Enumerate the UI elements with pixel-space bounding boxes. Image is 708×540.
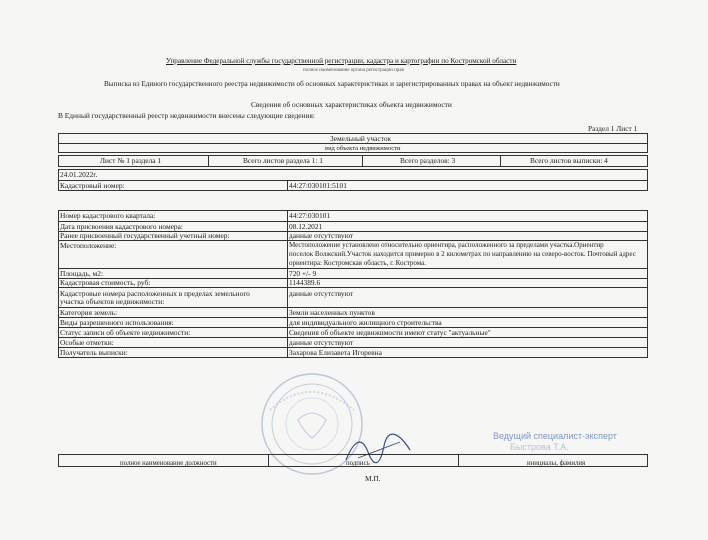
extract-date: 24.01.2022г. bbox=[60, 170, 98, 179]
row-value: 44:27:030101 bbox=[289, 211, 331, 220]
name-caption: инициалы, фамилия bbox=[527, 460, 586, 467]
row-value: данные отсутствуют bbox=[289, 231, 354, 240]
row-label: Статус записи об объекте недвижимости: bbox=[60, 328, 191, 337]
total-sheets-extract: Всего листов выписки: 4 bbox=[530, 156, 608, 165]
row-label: Получатель выписки: bbox=[60, 348, 128, 357]
cadastral-label: Кадастровый номер: bbox=[60, 181, 125, 190]
total-sheets-section: Всего листов раздела 1: 1 bbox=[243, 156, 323, 165]
object-type: Земельный участок bbox=[330, 134, 392, 143]
stamp-name: Быстрова Т.А. bbox=[510, 442, 569, 452]
row-value: Захарова Елизавета Игоревна bbox=[289, 348, 382, 357]
row-value: Земли населенных пунктов bbox=[289, 308, 375, 317]
intro-text: В Единый государственный реестр недвижимости внесены следующие сведения: bbox=[58, 111, 315, 120]
object-type-caption: вид объекта недвижимости bbox=[325, 145, 401, 152]
row-value: 08.12.2021 bbox=[289, 222, 323, 231]
row-value: 720 +/- 9 bbox=[289, 269, 317, 278]
sign-caption: подпись bbox=[346, 460, 370, 467]
mp-label: М.П. bbox=[365, 474, 381, 483]
row-value: Сведения об объекте недвижимости имеют статус "актуальные" bbox=[289, 328, 491, 337]
position-caption: полное наименование должности bbox=[120, 460, 217, 467]
row-label: участка объектов недвижимости: bbox=[60, 297, 165, 306]
stamp-title: Ведущий специалист-эксперт bbox=[493, 431, 617, 441]
row-value: ориентира: Костромская область, г. Кострома. bbox=[289, 259, 427, 267]
row-label: Категория земель: bbox=[60, 308, 118, 317]
row-label: Кадастровые номера расположенных в пределах земельного bbox=[60, 289, 250, 298]
row-value: для индивидуального жилищного строительства bbox=[289, 318, 442, 327]
row-value: поселок Волжский.Участок находится примерно в 2 километрах по направлению на северо-восток. Почтовый адрес bbox=[289, 250, 636, 258]
sheet-number: Лист № 1 раздела 1 bbox=[100, 156, 162, 165]
row-label: Местоположение: bbox=[60, 241, 117, 250]
total-sections: Всего разделов: 3 bbox=[400, 156, 456, 165]
agency-name: Управление Федеральной службы государственной регистрации, кадастра и картографии по Костромской области bbox=[166, 57, 517, 65]
agency-caption: полное наименование органа регистрации прав bbox=[303, 68, 404, 73]
row-label: Площадь, м2: bbox=[60, 269, 103, 278]
row-label: Особые отметки: bbox=[60, 338, 114, 347]
row-label: Номер кадастрового квартала: bbox=[60, 211, 156, 220]
row-label: Кадастровая стоимость, руб: bbox=[60, 278, 151, 287]
section-sheet: Раздел 1 Лист 1 bbox=[588, 124, 638, 133]
row-value: 1144389.6 bbox=[289, 278, 321, 287]
extract-title: Выписка из Единого государственного реестра недвижимости об основных характеристиках и зарегистрированных правах на объект недвижимости bbox=[104, 80, 560, 88]
row-label: Ранее присвоенный государственный учетный номер: bbox=[60, 231, 230, 240]
row-value: данные отсутствуют bbox=[289, 338, 354, 347]
row-label: Виды разрешенного использования: bbox=[60, 318, 174, 327]
row-value: данные отсутствуют bbox=[289, 289, 354, 298]
row-label: Дата присвоения кадастрового номера: bbox=[60, 222, 183, 231]
cadastral-value: 44:27:030101:5101 bbox=[289, 181, 347, 190]
row-value: Местоположение установлено относительно ориентира, расположенного за пределами участка.Ориентир bbox=[289, 241, 604, 249]
subtitle: Сведения об основных характеристиках объекта недвижимости bbox=[251, 100, 452, 109]
